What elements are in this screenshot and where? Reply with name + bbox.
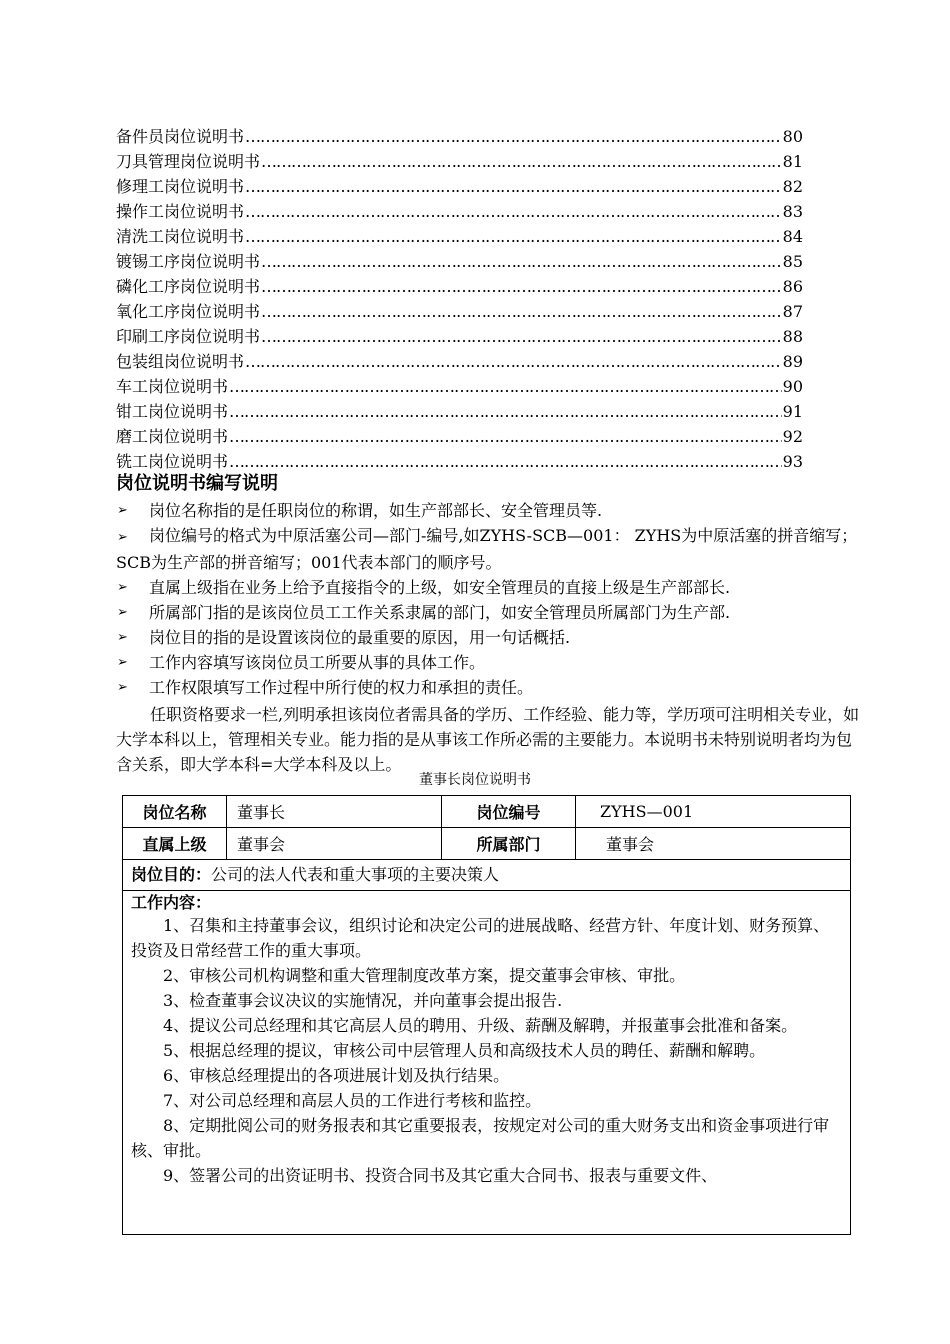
toc-page: 89 xyxy=(782,352,803,371)
toc-entry[interactable] xyxy=(116,399,803,424)
job-description-table xyxy=(122,795,851,1235)
position-code-label: 岗位编号 xyxy=(442,796,576,827)
content-item: 1、召集和主持董事会议，组织讨论和决定公司的进展战略、经营方针、年度计划、财务预算、投资及日常经营工作的重大事项。 xyxy=(131,916,830,960)
toc-title: 包装组岗位说明书 xyxy=(116,352,245,371)
toc-title: 刀具管理岗位说明书 xyxy=(116,152,261,171)
toc-entry[interactable] xyxy=(116,274,803,299)
toc-leader xyxy=(245,224,782,249)
table-row xyxy=(123,828,850,860)
department-label: 所属部门 xyxy=(442,828,576,859)
table-caption: 董事长岗位说明书 xyxy=(419,772,531,788)
toc-leader xyxy=(245,199,782,224)
bullet-text: 所属部门指的是该岗位员工工作关系隶属的部门，如安全管理员所属部门为生产部. xyxy=(149,603,731,622)
content-item: 8、定期批阅公司的财务报表和其它重要报表，按规定对公司的重大财务支出和资金事项进行审核、审批。 xyxy=(131,1116,830,1160)
bullet-text: 岗位名称指的是任职岗位的称谓，如生产部部长、安全管理员等. xyxy=(149,501,603,520)
toc-title: 钳工岗位说明书 xyxy=(116,402,229,421)
toc-entry[interactable] xyxy=(116,249,803,274)
bullet-text: 工作权限填写工作过程中所行使的权力和承担的责任。 xyxy=(149,678,534,697)
toc-entry[interactable] xyxy=(116,174,803,199)
arrow-bullet-icon: ➢ xyxy=(117,630,128,645)
toc-entry[interactable] xyxy=(116,199,803,224)
toc-page: 87 xyxy=(782,302,803,321)
bullet-text: 直属上级指在业务上给予直接指令的上级，如安全管理员的直接上级是生产部部长. xyxy=(149,578,731,597)
toc-title: 磨工岗位说明书 xyxy=(116,427,229,446)
toc-page: 90 xyxy=(782,377,803,396)
toc-title: 镀锡工序岗位说明书 xyxy=(116,252,261,271)
toc-page: 93 xyxy=(782,452,803,471)
toc-page: 86 xyxy=(782,277,803,296)
section-heading: 岗位说明书编写说明 xyxy=(116,473,278,494)
toc-entry[interactable] xyxy=(116,224,803,249)
arrow-bullet-icon: ➢ xyxy=(117,580,128,595)
toc-leader xyxy=(261,249,782,274)
table-of-contents xyxy=(116,124,803,474)
qualification-paragraph: 任职资格要求一栏,列明承担该岗位者需具备的学历、工作经验、能力等，学历项可注明相关专业，如大学本科以上，管理相关专业。能力指的是从事该工作所必需的主要能力。本说明书未特别说明者均为包含关系，即大学本科=大学本科及以上。 xyxy=(116,705,860,774)
toc-leader xyxy=(229,424,782,449)
arrow-bullet-icon: ➢ xyxy=(117,680,128,695)
content-item: 6、审核总经理提出的各项进展计划及执行结果。 xyxy=(163,1066,510,1085)
bullet-text: 岗位编号的格式为中原活塞公司—部门-编号,如ZYHS-SCB—001： ZYHS为中原活塞的拼音缩写；SCB为生产部的拼音缩写；001代表本部门的顺序号。 xyxy=(116,526,858,572)
content-label: 工作内容： xyxy=(131,893,212,912)
toc-page: 91 xyxy=(782,402,803,421)
toc-entry[interactable] xyxy=(116,124,803,149)
content-item: 3、检查董事会议决议的实施情况，并向董事会提出报告. xyxy=(163,991,563,1010)
toc-title: 氧化工序岗位说明书 xyxy=(116,302,261,321)
toc-title: 修理工岗位说明书 xyxy=(116,177,245,196)
arrow-bullet-icon: ➢ xyxy=(117,503,128,518)
writing-instructions xyxy=(116,470,860,777)
toc-title: 铣工岗位说明书 xyxy=(116,452,229,471)
job-content xyxy=(123,891,850,1234)
position-code-value: ZYHS—001 xyxy=(600,802,694,821)
arrow-bullet-icon: ➢ xyxy=(117,605,128,620)
toc-title: 备件员岗位说明书 xyxy=(116,127,245,146)
toc-page: 85 xyxy=(782,252,803,271)
toc-page: 84 xyxy=(782,227,803,246)
purpose-label: 岗位目的： xyxy=(131,865,212,884)
bullet-item xyxy=(116,600,860,625)
toc-title: 车工岗位说明书 xyxy=(116,377,229,396)
purpose-value: 公司的法人代表和重大事项的主要决策人 xyxy=(211,865,500,884)
toc-page: 83 xyxy=(782,202,803,221)
content-item: 7、对公司总经理和高层人员的工作进行考核和监控。 xyxy=(163,1091,542,1110)
toc-page: 80 xyxy=(782,127,803,146)
toc-page: 92 xyxy=(782,427,803,446)
toc-entry[interactable] xyxy=(116,299,803,324)
toc-page: 81 xyxy=(782,152,803,171)
toc-title: 印刷工序岗位说明书 xyxy=(116,327,261,346)
toc-leader xyxy=(229,374,782,399)
toc-page: 88 xyxy=(782,327,803,346)
toc-title: 磷化工序岗位说明书 xyxy=(116,277,261,296)
arrow-bullet-icon: ➢ xyxy=(117,655,128,670)
toc-entry[interactable] xyxy=(116,349,803,374)
position-name-value: 董事长 xyxy=(227,796,442,827)
content-item: 5、根据总经理的提议，审核公司中层管理人员和高级技术人员的聘任、薪酬和解聘。 xyxy=(163,1041,766,1060)
toc-entry[interactable] xyxy=(116,149,803,174)
bullet-item xyxy=(116,498,860,523)
content-item: 4、提议公司总经理和其它高层人员的聘用、升级、薪酬及解聘，并报董事会批准和备案。 xyxy=(163,1016,798,1035)
toc-page: 82 xyxy=(782,177,803,196)
toc-title: 操作工岗位说明书 xyxy=(116,202,245,221)
toc-leader xyxy=(245,124,782,149)
position-name-label: 岗位名称 xyxy=(123,796,227,827)
toc-entry[interactable] xyxy=(116,424,803,449)
bullet-item xyxy=(116,575,860,600)
content-item: 9、签署公司的出资证明书、投资合同书及其它重大合同书、报表与重要文件、 xyxy=(163,1166,718,1185)
toc-leader xyxy=(261,149,782,174)
position-purpose xyxy=(123,860,850,891)
toc-leader xyxy=(245,349,782,374)
bullet-item xyxy=(116,625,860,650)
arrow-bullet-icon: ➢ xyxy=(117,530,128,545)
toc-title: 清洗工岗位说明书 xyxy=(116,227,245,246)
table-row xyxy=(123,796,850,828)
toc-leader xyxy=(229,399,782,424)
superior-label: 直属上级 xyxy=(123,828,227,859)
bullet-text: 岗位目的指的是设置该岗位的最重要的原因，用一句话概括. xyxy=(149,628,571,647)
toc-entry[interactable] xyxy=(116,324,803,349)
bullet-item xyxy=(116,523,860,575)
toc-leader xyxy=(261,299,782,324)
bullet-text: 工作内容填写该岗位员工所要从事的具体工作。 xyxy=(149,653,486,672)
department-value: 董事会 xyxy=(606,835,655,854)
bullet-item xyxy=(116,675,860,700)
bullet-item xyxy=(116,650,860,675)
toc-leader xyxy=(245,174,782,199)
superior-value: 董事会 xyxy=(227,828,442,859)
toc-entry[interactable] xyxy=(116,374,803,399)
content-item: 2、审核公司机构调整和重大管理制度改革方案，提交董事会审核、审批。 xyxy=(163,966,686,985)
toc-leader xyxy=(261,324,782,349)
toc-leader xyxy=(261,274,782,299)
